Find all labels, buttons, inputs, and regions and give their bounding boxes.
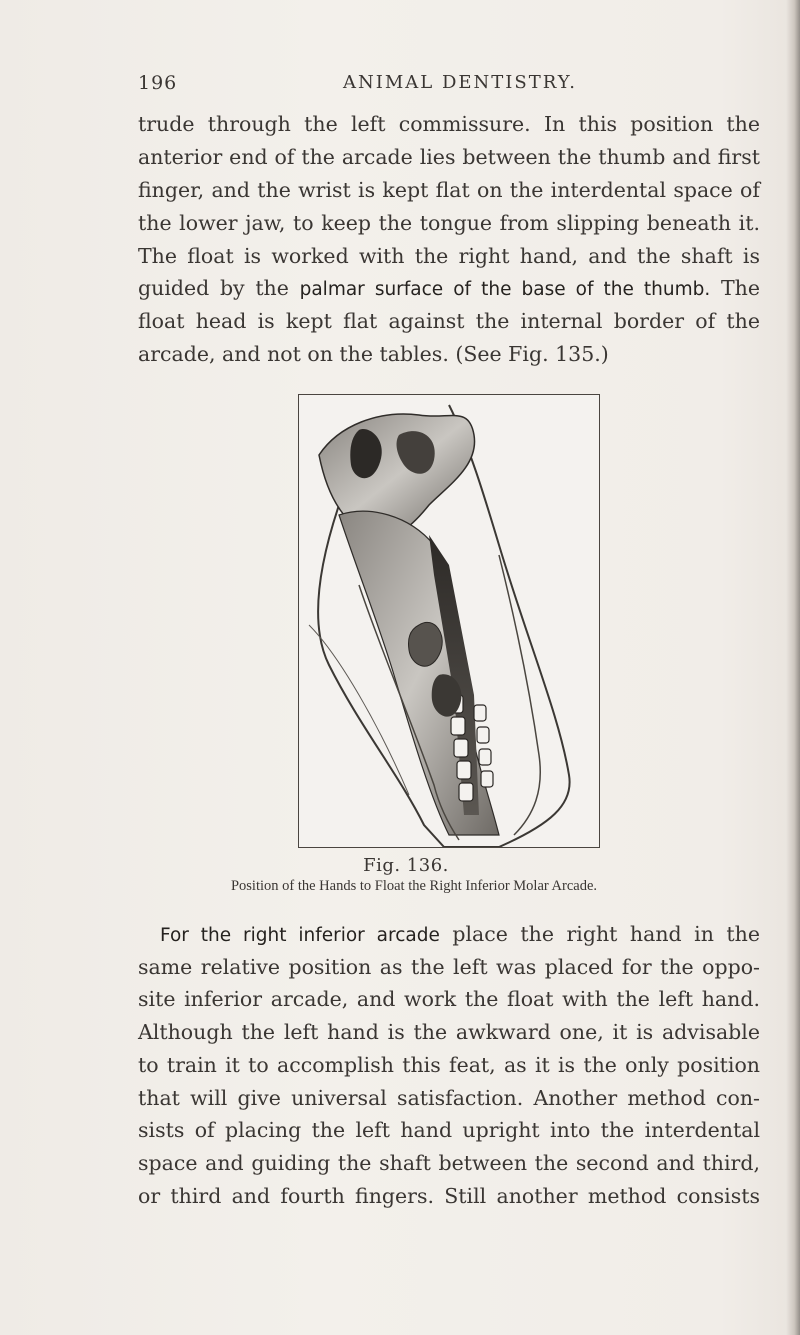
text-line: finger, and the wrist is kept flat on the interdental space of [138, 178, 760, 202]
text-line: float head is kept flat against the internal border of the [138, 309, 760, 333]
text-line-sans: For the right inferior arcade [160, 925, 440, 946]
page-number: 196 [138, 72, 178, 94]
paragraph-top-line [138, 174, 760, 207]
text-line: Although the left hand is the awkward one, it is advisable [138, 1020, 760, 1044]
text-line: to train it to accomplish this feat, as it is the only position [138, 1053, 760, 1077]
figure-label-text: Fig. 136. [363, 855, 449, 876]
text-line: space and guiding the shaft between the second and third, [138, 1151, 760, 1175]
figure-caption: Position of the Hands to Float the Right Inferior Molar Arcade. [230, 878, 598, 894]
page-header [138, 72, 758, 102]
text-line: The [720, 276, 760, 300]
text-line: trude through the left commissure. In this position the [138, 112, 760, 136]
paragraph-top-line [138, 207, 760, 240]
text-line: or third and fourth fingers. Still another method consists [138, 1184, 760, 1208]
paragraph-top-line [138, 240, 760, 273]
paragraph-bottom-line [138, 1082, 760, 1115]
paragraph-bottom-line [138, 1114, 760, 1147]
text-line: that will give universal satisfaction. Another method con- [138, 1086, 760, 1110]
figure-label [0, 855, 800, 876]
text-line-sans: palmar surface of the base of the thumb. [299, 279, 711, 300]
paragraph-bottom-line [138, 1049, 760, 1082]
text-line: anterior end of the arcade lies between the thumb and first [138, 145, 760, 169]
paragraph-top-line [138, 338, 760, 371]
paragraph-top-line [138, 272, 760, 307]
text-line: site inferior arcade, and work the float with the left hand. [138, 987, 760, 1011]
paragraph-bottom-line [138, 918, 760, 953]
page-edge-shadow [786, 0, 800, 1335]
text-line: same relative position as the left was placed for the oppo- [138, 955, 760, 979]
paragraph-bottom-line [138, 1147, 760, 1180]
running-head: ANIMAL DENTISTRY. [343, 72, 578, 93]
paragraph-top-line [138, 305, 760, 338]
paragraph-top-line [138, 141, 760, 174]
paragraph-top-line [138, 108, 760, 141]
paragraph-bottom-line [138, 1016, 760, 1049]
text-line: guided by the [138, 276, 289, 300]
hands-float-drawing [299, 395, 599, 847]
text-line: The float is worked with the right hand, and the shaft is [138, 244, 760, 268]
figure-136-illustration [298, 394, 600, 848]
paragraph-bottom-line [138, 1180, 760, 1213]
jaw-line [499, 555, 540, 835]
text-line: place the right hand in the [452, 922, 760, 946]
paragraph-bottom-line [138, 951, 760, 984]
paragraph-bottom-line [138, 983, 760, 1016]
text-line: sists of placing the left hand upright into the interdental [138, 1118, 760, 1142]
text-line: the lower jaw, to keep the tongue from slipping beneath it. [138, 211, 760, 235]
text-line: arcade, and not on the tables. (See Fig. 135.) [138, 342, 609, 366]
